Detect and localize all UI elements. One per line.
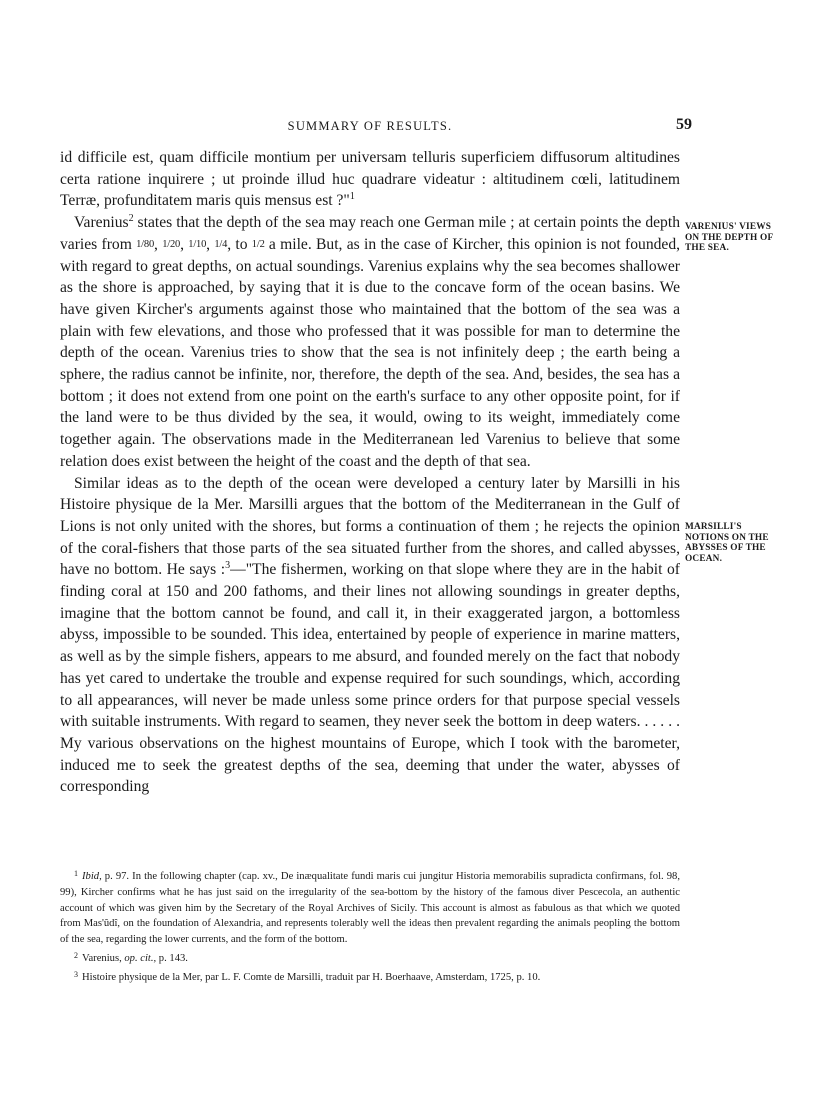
footnote-mark: 2 bbox=[74, 950, 78, 960]
footnote-text: Varenius, bbox=[82, 952, 125, 964]
paragraph-text: —"The fishermen, working on that slope where they are in the habit of finding coral at 150 and 200 fathoms, and their lines not allowing soundings in greater depths, imagine that the bottom cannot be found, and call it, in their exaggerated jargon, a bottomless abyss, impossible to be sounded. This idea, entertained by people of experience in marine matters, as well as by the simple fishers, appears to me absurd, and founded merely on the fact that nobody has yet cared to undertake the trouble and expense required for such soundings, which, according to all appearances, will never be made unless some prince orders for that purpose special vessels with suitable instruments. With regard to seamen, they never seek the bottom in deep waters. . . . . . My various observations on the highest mountains of Europe, which I took with the barometer, induced me to seek the greatest depths of the sea, deeming that under the water, abysses of corresponding bbox=[60, 561, 680, 796]
footnote-mark: 3 bbox=[74, 969, 78, 979]
footnote-mark: 1 bbox=[74, 869, 78, 878]
fraction: 1/4 bbox=[214, 238, 228, 250]
fraction: 1/20 bbox=[162, 238, 181, 250]
running-title: SUMMARY OF RESULTS. bbox=[287, 119, 453, 133]
paragraph-text: states that the depth of the sea may reach one German mile ; at certain points the depth varies from bbox=[60, 214, 680, 253]
footnote-2 bbox=[60, 948, 680, 967]
footnote-italic: op. cit., bbox=[124, 952, 157, 964]
paragraph-text: a mile. But, as in the case of Kircher, this opinion is not founded, with regard to great depths, on actual soundings. Varenius explains why the sea becomes shallower as the shore is approached, by saying that it is due to the concave form of the ocean basins. We have given Kircher's arguments against those who maintained that the bottom of the sea was a plain with few elevations, and those who professed that it was possible for man to determine the depth of the ocean. Varenius tries to show that the sea is not infinitely deep ; the earth being a sphere, the radius cannot be infinite, nor, therefore, the depth of the sea. And, besides, the sea has a bottom ; it does not extend from one point on the earth's surface to any other opposite point, for if the land were to be thus divided by the sea, it would, owing to its weight, immediately come together again. The observations made in the Mediterranean led Varenius to believe that some relation does exist between the height of the coast and the depth of that sea. bbox=[60, 235, 681, 470]
fraction: 1/10 bbox=[188, 238, 207, 250]
fraction: 1/80 bbox=[136, 238, 154, 250]
footnote-text: p. 143. bbox=[156, 952, 188, 964]
footnote-ref: 2 bbox=[128, 212, 134, 224]
main-text bbox=[60, 147, 680, 798]
page-number: 59 bbox=[676, 116, 692, 133]
running-head bbox=[60, 116, 692, 138]
paragraph-latin-quote bbox=[60, 147, 680, 212]
footnote-italic: Ibid, bbox=[82, 871, 102, 882]
paragraph-marsilli bbox=[60, 473, 680, 799]
paragraph-text: Varenius bbox=[74, 214, 129, 232]
fraction: 1/2 bbox=[251, 238, 265, 250]
footnote-text: p. 97. In the following chapter (cap. xv., De inæqualitate fundi maris cui jungitur Historia memorabilis supradicta confirmans, fol. 98, 99), Kircher confirms what he has just said on the irregularity of the sea-bottom by the history of the famous diver Pescecola, an authentic account of which was given him by the Secretary of the Royal Archives of Sicily. This account is almost as fabulous as that which we quoted from Mas'ûdî, on the foundation of Alexandria, and represents tolerably well the ideas then prevalent regarding the animals peopling the bottom of the sea, regarding the lower currents, and the form of the bottom. bbox=[60, 871, 680, 946]
footnote-1 bbox=[60, 866, 680, 948]
paragraph-text: id difficile est, quam difficile montium per universam telluris superficiem diffusorum altitudines certa ratione inquirere ; ut proinde illud huc quadrare videatur : altitudinem cœli, latitudinem Terræ, profunditatem maris quis mensus est ?" bbox=[60, 149, 680, 210]
footnotes bbox=[60, 866, 680, 986]
footnote-ref: 3 bbox=[225, 560, 231, 572]
paragraph-text: Similar ideas as to the depth of the ocean were developed a century later by Marsilli in his Histoire physique de la Mer. Marsilli argues that the bottom of the Mediterranean in the Gulf of Lions is not only united with the shores, but forms a continuation of them ; he rejects the opinion of the coral-fishers that those parts of the sea situated further from the shores, and called abysses, have no bottom. He says : bbox=[60, 474, 680, 579]
paragraph-varenius: Varenius$^2$ states that the depth of the sea may reach one German mile ; at certain points the depth varies from 1/80, 1/20, 1/10, 1/4, to 1/2 a mile. But, as in the case of Kircher, this opinion is not founded, with regard to great depths, on actual soundings. Varenius explains why the sea becomes shallower as the shore is approached, by saying that it is due to the concave form of the ocean basins. We have given Kircher's arguments against those who maintained that the bottom of the sea was a plain with few elevations, and those who professed that it was possible for man to determine the depth of the ocean. Varenius tries to show that the sea is not infinitely deep ; the earth being a sphere, the radius cannot be infinite, nor, therefore, the depth of the sea. And, besides, the sea has a bottom ; it does not extend from one point on the earth's surface to any other opposite point, for if the land were to be thus divided by the sea, it would, owing to its weight, immediately come together again. The observations made in the Mediterranean led Varenius to believe that some relation does exist between the height of the coast and the depth of that sea. bbox=[60, 212, 681, 470]
footnote-ref: 1 bbox=[349, 191, 355, 203]
footnote-3 bbox=[60, 967, 680, 986]
side-note-varenius: VARENIUS' VIEWS ON THE DEPTH OF THE SEA. bbox=[685, 222, 773, 253]
footnote-text: Histoire physique de la Mer, par L. F. Comte de Marsilli, traduit par H. Boerhaave, Amsterdam, 1725, p. 10. bbox=[82, 971, 541, 983]
side-note-marsilli: MARSILLI'S NOTIONS ON THE ABYSSES OF THE OCEAN. bbox=[685, 522, 769, 564]
